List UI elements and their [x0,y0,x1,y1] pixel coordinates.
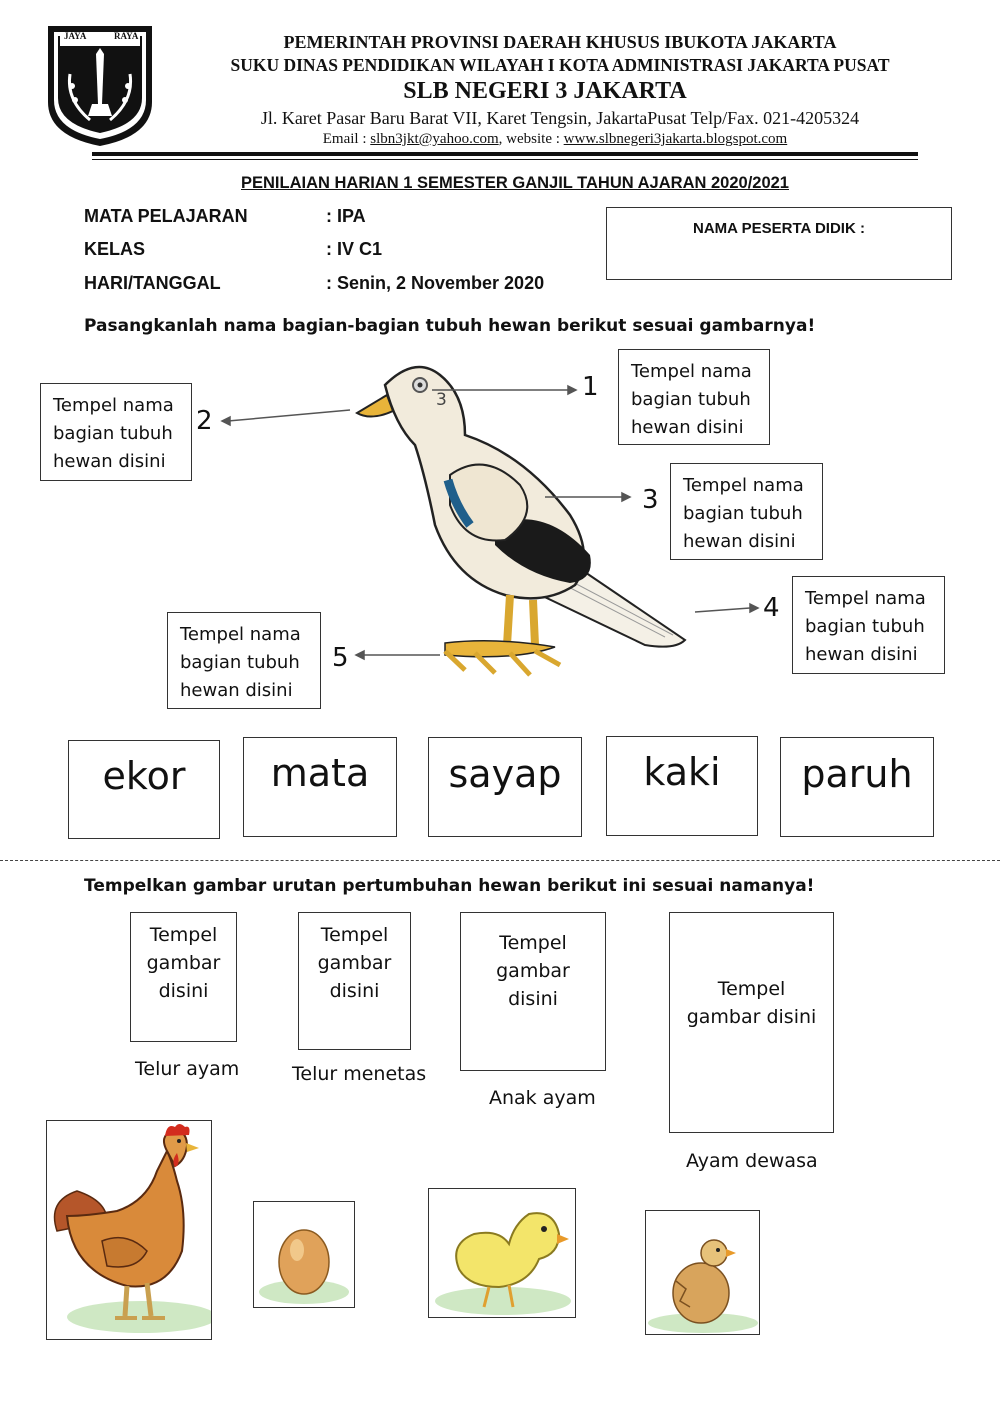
picture-card-egg[interactable] [253,1201,355,1308]
info-label-date: HARI/TANGGAL [84,273,221,293]
logo-text-left: JAYA [64,31,87,41]
paste-box-line: gambar disini [686,1006,817,1028]
label-number-2: 2 [196,406,213,436]
header-address: Jl. Karet Pasar Baru Barat VII, Karet Tengsin, JakartaPusat Telp/Fax. 021-4205324 [260,108,860,128]
header-school-name: SLB NEGERI 3 JAKARTA [403,78,687,104]
label-box-line: Tempel nama [805,588,926,609]
word-card-ekor[interactable]: ekor [68,740,220,839]
paste-box-line: gambar [146,952,221,974]
paste-box-chick[interactable] [460,912,606,1071]
word-card-sayap[interactable]: sayap [428,737,582,837]
info-value-date: : Senin, 2 November 2020 [326,273,545,293]
label-box-line: Tempel nama [180,624,301,645]
label-box-line: Tempel nama [683,475,804,496]
label-box-line: bagian tubuh [805,616,925,637]
info-value-subject: : IPA [326,206,366,226]
label-box-line: hewan disini [631,417,744,438]
paste-box-line: Tempel [499,932,567,954]
caption-egg: Telur ayam [135,1058,240,1080]
header-department: SUKU DINAS PENDIDIKAN WILAYAH I KOTA ADMINISTRASI JAKARTA PUSAT [230,55,890,75]
paste-box-line: gambar [496,960,570,982]
label-box-line: hewan disini [180,680,293,701]
exam-title: PENILAIAN HARIAN 1 SEMESTER GANJIL TAHUN AJARAN 2020/2021 [241,174,789,192]
label-box-3[interactable] [670,463,823,560]
eye-small-number: 3 [436,390,447,410]
paste-box-line: Tempel [717,978,786,1000]
caption-hatching: Telur menetas [292,1063,427,1085]
paste-box-line: gambar [317,952,392,974]
website-link[interactable]: www.slbnegeri3jakarta.blogspot.com [563,131,788,147]
paste-box-line: disini [329,980,380,1002]
header-government: PEMERINTAH PROVINSI DAERAH KHUSUS IBUKOTA JAKARTA [283,32,837,52]
caption-adult: Ayam dewasa [686,1150,818,1172]
picture-card-hatching[interactable] [645,1210,760,1335]
section1-instruction: Pasangkanlah nama bagian-bagian tubuh hewan berikut sesuai gambarnya! [84,316,816,336]
website-label: , website : [498,131,564,147]
label-box-2[interactable] [40,383,192,481]
word-card-paruh[interactable]: paruh [780,737,934,837]
label-number-1: 1 [582,372,599,402]
picture-card-chick[interactable] [428,1188,576,1318]
paste-box-line: Tempel [320,924,389,946]
label-box-line: Tempel nama [53,395,174,416]
section2-instruction: Tempelkan gambar urutan pertumbuhan hewan berikut ini sesuai namanya! [84,876,815,896]
label-box-4[interactable] [792,576,945,674]
caption-chick: Anak ayam [489,1087,596,1109]
logo-text-right: RAYA [114,31,139,41]
word-card-mata[interactable]: mata [243,737,397,837]
info-label-subject: MATA PELAJARAN [84,206,248,226]
label-number-5: 5 [332,643,349,673]
word-card-kaki[interactable]: kaki [606,736,758,836]
label-box-line: bagian tubuh [53,423,173,444]
student-name-label: NAMA PESERTA DIDIK : [693,220,865,237]
label-box-line: hewan disini [53,451,166,472]
paste-box-line: Tempel [149,924,218,946]
paste-box-hatching[interactable] [298,912,411,1050]
label-box-line: bagian tubuh [683,503,803,524]
email-link[interactable]: slbn3jkt@yahoo.com [370,131,499,147]
paste-box-egg[interactable] [130,912,237,1042]
label-box-line: bagian tubuh [631,389,751,410]
paste-box-line: disini [508,988,558,1010]
email-label: Email : [322,131,371,147]
label-box-5[interactable] [167,612,321,709]
label-number-4: 4 [763,593,780,623]
label-box-line: Tempel nama [631,361,752,382]
picture-card-hen[interactable] [46,1120,212,1340]
label-number-3: 3 [642,485,659,515]
label-box-line: hewan disini [683,531,796,552]
paste-box-adult[interactable] [669,912,834,1133]
label-box-1[interactable] [618,349,770,445]
paste-box-line: disini [158,980,209,1002]
info-value-class: : IV C1 [326,239,383,259]
label-box-line: bagian tubuh [180,652,300,673]
label-box-line: hewan disini [805,644,918,665]
cut-line [0,860,1000,861]
info-label-class: KELAS [84,239,146,259]
